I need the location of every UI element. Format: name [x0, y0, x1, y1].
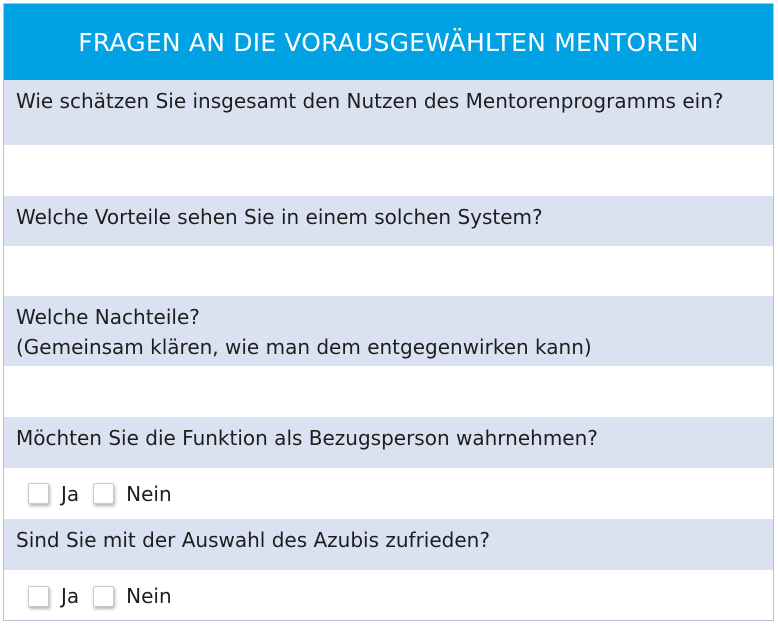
- question-row: [4, 80, 773, 145]
- choice-row: [4, 468, 773, 519]
- question-row: [4, 417, 773, 468]
- mentor-question-form: [3, 3, 774, 621]
- question-subtext: (Gemeinsam klären, wie man dem entgegenwirken kann): [16, 335, 592, 359]
- question-text: Welche Nachteile?: [16, 305, 200, 329]
- choice-label: Nein: [126, 481, 172, 506]
- checkbox[interactable]: [28, 483, 49, 504]
- choice-ja[interactable]: [28, 482, 79, 506]
- question-text: Welche Vorteile sehen Sie in einem solchen System?: [16, 205, 543, 229]
- question-row: [4, 196, 773, 246]
- choice-ja[interactable]: [28, 584, 79, 608]
- checkbox[interactable]: [93, 586, 114, 607]
- choice-row: [4, 570, 773, 621]
- form-title: FRAGEN AN DIE VORAUSGEWÄHLTEN MENTOREN: [4, 4, 773, 80]
- question-row: [4, 296, 773, 366]
- answer-field[interactable]: [4, 246, 773, 296]
- choice-label: Ja: [61, 481, 80, 506]
- choice-nein[interactable]: [93, 584, 172, 608]
- choice-label: Nein: [126, 584, 172, 608]
- choice-label: Ja: [61, 584, 80, 608]
- checkbox[interactable]: [28, 586, 49, 607]
- question-text: Möchten Sie die Funktion als Bezugsperson wahrnehmen?: [16, 426, 598, 450]
- answer-field[interactable]: [4, 366, 773, 417]
- question-row: [4, 519, 773, 570]
- question-text: Wie schätzen Sie insgesamt den Nutzen des Mentorenprogramms ein?: [16, 89, 724, 113]
- question-text: Sind Sie mit der Auswahl des Azubis zufrieden?: [16, 528, 490, 552]
- answer-field[interactable]: [4, 145, 773, 196]
- choice-nein[interactable]: [93, 482, 172, 506]
- checkbox[interactable]: [93, 483, 114, 504]
